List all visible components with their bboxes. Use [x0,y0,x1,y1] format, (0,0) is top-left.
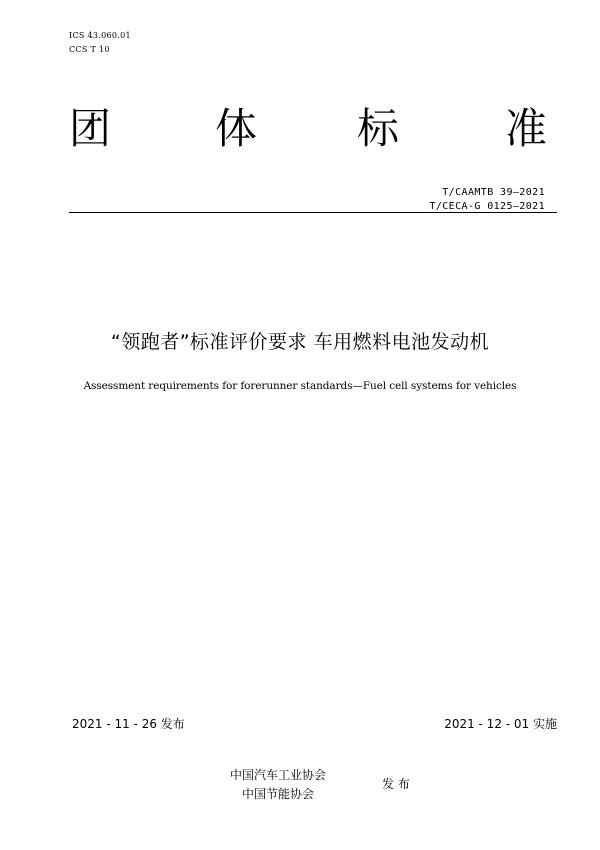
publish-label: 发 布 [382,777,410,791]
document-type-char: 团 [69,104,112,153]
implementation-date: 2021 - 12 - 01 实施 [444,717,557,731]
standard-number-ceca: T/CECA-G 0125—2021 [429,201,545,212]
english-title: Assessment requirements for forerunner standards—Fuel cell systems for vehicles [83,380,517,392]
header-divider [69,212,557,213]
ccs-code: CCS T 10 [69,45,110,54]
document-type-heading [69,103,553,155]
standard-number-caamtb: T/CAAMTB 39—2021 [442,187,545,198]
issuing-organization: 中国节能协会 [241,787,314,801]
ics-code: ICS 43.060.01 [69,31,131,40]
issuing-organization: 中国汽车工业协会 [229,768,326,782]
issue-date: 2021 - 11 - 26 发布 [72,717,185,731]
issuing-organizations [218,766,338,804]
document-type-char: 标 [357,104,400,153]
document-type-char: 准 [505,104,548,153]
document-type-char: 体 [215,104,258,153]
chinese-title: “领跑者”标准评价要求 车用燃料电池发动机 [110,331,490,353]
